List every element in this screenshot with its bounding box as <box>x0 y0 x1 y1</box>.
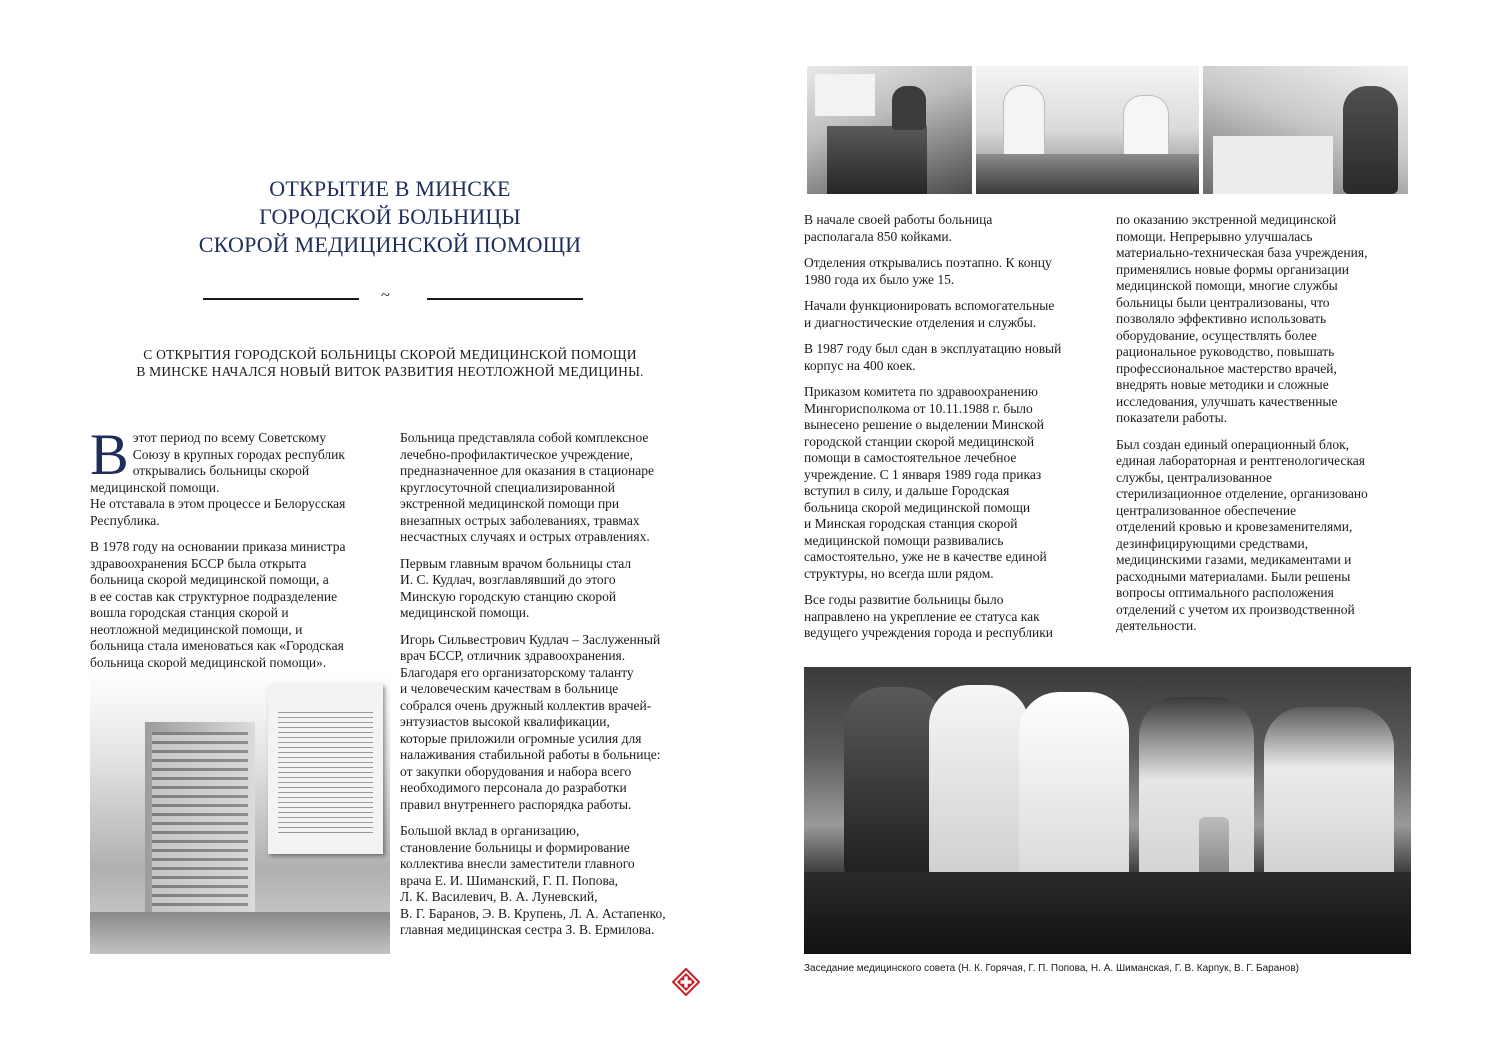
paragraph <box>804 255 1100 288</box>
text-line: Отделения открывались поэтапно. К концу <box>804 255 1052 270</box>
text-line: показатели работы. <box>1116 410 1228 425</box>
paragraph <box>804 384 1100 582</box>
text-line: Игорь Сильвестрович Кудлач – Заслуженный <box>400 631 661 647</box>
text-line: Все годы развитие больницы было <box>804 592 1004 607</box>
hospital-cross-logo-icon <box>672 968 700 996</box>
text-line: лечебно-профилактическое учреждение, <box>400 446 633 462</box>
text-column-2 <box>400 430 700 949</box>
divider-ornament: ~ <box>381 287 390 304</box>
text-line: круглосуточной специализированной <box>400 479 616 495</box>
text-line: больница скорой медицинской помощи, а <box>90 572 329 587</box>
person-5 <box>1264 707 1394 882</box>
text-line: здравоохранения БССР была открыта <box>90 555 307 571</box>
building-windows <box>152 732 248 912</box>
text-line: направлено на укрепление ее статуса как <box>804 608 1040 624</box>
text-line: В начале своей работы больница <box>804 212 993 227</box>
title-line: ОТКРЫТИЕ В МИНСКЕ <box>269 176 511 201</box>
text-line: больницы были централизованы, что <box>1116 294 1330 310</box>
text-line: предназначенное для оказания в стационаре <box>400 463 654 478</box>
person-2 <box>929 685 1029 880</box>
projection-screen <box>815 74 875 116</box>
text-line: которые приложили огромные усилия для <box>400 730 642 746</box>
text-line: несчастных случаях и острых отравлениях. <box>400 529 650 544</box>
text-line: городской станции скорой медицинской <box>804 433 1035 449</box>
text-line: оборудование, осуществлять более <box>1116 327 1317 343</box>
text-line: становление больницы и формирование <box>400 839 630 855</box>
title-line: ГОРОДСКОЙ БОЛЬНИЦЫ <box>259 204 521 229</box>
text-line: И. С. Кудлач, возглавлявший до этого <box>400 572 616 587</box>
text-line: медицинскими газами, медикаментами и <box>1116 552 1352 567</box>
text-line: деятельности. <box>1116 618 1197 633</box>
text-line: Благодаря его организаторскому таланту <box>400 664 634 680</box>
text-line: Был создан единый операционный блок, <box>1116 436 1350 452</box>
text-column-3 <box>804 212 1100 652</box>
text-line: необходимого персонала до разработки <box>400 780 627 795</box>
text-line: ведущего учреждения города и республики <box>804 625 1053 640</box>
text-line: применялись новые формы организации <box>1116 261 1349 277</box>
ward-patient-photo <box>1203 66 1408 194</box>
console-desk <box>976 154 1199 194</box>
text-line: Приказом комитета по здравоохранению <box>804 384 1038 399</box>
text-line: позволяло эффективно использовать <box>1116 311 1327 326</box>
text-line: В 1987 году был сдан в эксплуатацию новый <box>804 341 1062 356</box>
text-line: 1980 года их было уже 15. <box>804 271 955 287</box>
text-line: Мингорисполкома от 10.11.1988 г. было <box>804 400 1033 416</box>
paragraph <box>90 539 390 671</box>
text-line: больница стала именоваться как «Городская <box>90 638 344 653</box>
hospital-bed <box>1213 136 1333 194</box>
paragraph <box>804 592 1100 642</box>
text-line: врач БССР, отличник здравоохранения. <box>400 648 626 663</box>
lecturer-photo <box>807 66 972 194</box>
text-line: коллектива внесли заместители главного <box>400 856 635 871</box>
paragraph <box>804 212 1100 245</box>
text-line: исследования, улучшать качественные <box>1116 393 1338 409</box>
paragraph <box>400 823 700 939</box>
text-line: энтузиастов высокой квалификации, <box>400 714 610 729</box>
text-line: внедрять новые методики и сложные <box>1116 377 1329 392</box>
nurse-left <box>1004 86 1044 156</box>
text-line: Союзу в крупных городах республик <box>132 446 345 462</box>
text-line: отделений кровью и кровезаменителями, <box>1116 519 1353 534</box>
text-line: рациональное руководство, повышать <box>1116 344 1335 359</box>
text-line: профессиональное мастерство врачей, <box>1116 360 1337 376</box>
text-line: в ее состав как структурное подразделение <box>90 588 338 604</box>
paragraph <box>804 341 1100 374</box>
hospital-building-photo <box>90 672 390 954</box>
ground <box>90 912 390 954</box>
text-line: Больница представляла собой комплексное <box>400 430 649 445</box>
text-line: стерилизационное отделение, организовано <box>1116 486 1368 501</box>
article-title <box>130 175 650 259</box>
text-column-4 <box>1116 212 1416 645</box>
title-divider <box>203 287 583 308</box>
lead-paragraph <box>90 346 690 380</box>
text-line: и человеческим качествам в больнице <box>400 681 619 696</box>
text-line: Начали функционировать вспомогательные <box>804 298 1055 313</box>
text-line: врача Е. И. Шиманский, Г. П. Попова, <box>400 872 619 888</box>
text-column-1 <box>90 422 390 681</box>
text-line: вошла городская станция скорой и <box>90 605 289 620</box>
text-line: неотложной медицинской помощи, и <box>90 621 303 637</box>
lead-line: С ОТКРЫТИЯ ГОРОДСКОЙ БОЛЬНИЦЫ СКОРОЙ МЕДИЦИНСКОЙ ПОМОЩИ <box>143 347 637 362</box>
text-line: централизованное обеспечение <box>1116 502 1297 518</box>
text-line: правил внутреннего распорядка работы. <box>400 796 632 812</box>
podium <box>827 126 927 194</box>
text-line: дезинфицирующими средствами, <box>1116 535 1309 551</box>
text-line: налаживания стабильной работы в больнице: <box>400 747 661 762</box>
person-4 <box>1139 697 1254 882</box>
text-line: медицинской помощи. <box>400 605 530 620</box>
text-line: открывались больницы скорой <box>132 463 310 478</box>
text-line: самостоятельно, уже не в качестве единой <box>804 549 1047 564</box>
paragraph <box>90 422 390 529</box>
nurse-right <box>1124 96 1168 162</box>
text-line: Минскую городскую станцию скорой <box>400 588 617 604</box>
text-line: единая лабораторная и рентгенологическая <box>1116 453 1365 468</box>
text-line: корпус на 400 коек. <box>804 357 916 373</box>
paragraph <box>400 556 700 622</box>
paragraph <box>400 430 700 546</box>
text-line: от закупки оборудования и набора всего <box>400 763 632 779</box>
lead-line: В МИНСКЕ НАЧАЛСЯ НОВЫЙ ВИТОК РАЗВИТИЯ НЕОТЛОЖНОЙ МЕДИЦИНЫ. <box>136 364 644 379</box>
text-line: по оказанию экстренной медицинской <box>1116 212 1337 227</box>
text-line: больница скорой медицинской помощи <box>804 499 1031 515</box>
text-line: вступил в силу, и дальше Городская <box>804 483 1010 498</box>
text-line: вынесено решение о выделении Минской <box>804 417 1044 432</box>
text-line: Первым главным врачом больницы стал <box>400 555 632 571</box>
paragraph <box>1116 437 1416 635</box>
text-line: и Минская городская станция скорой <box>804 516 1018 531</box>
text-line: В. Г. Баранов, Э. В. Крупень, Л. А. Астапенко, <box>400 905 666 921</box>
text-line: медицинской помощи. <box>90 479 220 495</box>
text-line: службы, централизованное <box>1116 469 1273 485</box>
text-line: Республика. <box>90 512 160 528</box>
text-line: Л. К. Василевич, В. А. Луневский, <box>400 889 598 904</box>
text-line: материально-техническая база учреждения, <box>1116 245 1368 260</box>
title-line: СКОРОЙ МЕДИЦИНСКОЙ ПОМОЩИ <box>198 232 582 257</box>
text-line: помощи в самостоятельное лечебное <box>804 450 1017 465</box>
text-line: В 1978 году на основании приказа министра <box>90 539 346 554</box>
text-line: отделений с учетом их производственной <box>1116 601 1355 617</box>
text-line: этот период по всему Советскому <box>132 430 327 445</box>
visitor-woman <box>1343 86 1398 194</box>
text-line: внезапных острых заболеваниях, травмах <box>400 512 640 528</box>
text-line: главная медицинская сестра З. В. Ермилова. <box>400 922 655 937</box>
text-line: вопросы оптимального расположения <box>1116 585 1334 600</box>
divider-line-right <box>427 298 583 300</box>
text-line: Не отставала в этом процессе и Белорусская <box>90 496 346 511</box>
paragraph <box>804 298 1100 331</box>
text-line: и диагностические отделения и службы. <box>804 314 1037 330</box>
divider-line-left <box>203 298 359 300</box>
text-line: экстренной медицинской помощи при <box>400 496 620 511</box>
table-top <box>804 872 1411 954</box>
text-line: структуры, но всегда шли рядом. <box>804 565 994 581</box>
photo-caption: Заседание медицинского совета (Н. К. Горячая, Г. П. Попова, Н. А. Шиманская, Г. В. Карпук, В. Г. Баранов) <box>804 963 1299 974</box>
speaker <box>892 86 926 130</box>
dispatch-nurses-photo <box>976 66 1199 194</box>
text-line: помощи. Непрерывно улучшалась <box>1116 228 1313 244</box>
medical-council-photo <box>804 667 1411 954</box>
text-line: располагала 850 койками. <box>804 228 952 244</box>
paragraph <box>400 632 700 814</box>
text-line: расходными материалами. Были решены <box>1116 568 1351 584</box>
text-line: больница скорой медицинской помощи». <box>90 654 327 670</box>
text-line: Большой вклад в организацию, <box>400 823 580 838</box>
text-line: медицинской помощи развивались <box>804 532 1004 548</box>
person-3 <box>1019 692 1129 882</box>
text-line: медицинской помощи, многие службы <box>1116 278 1338 293</box>
drop-cap: В <box>90 422 129 487</box>
text-line: собрался очень дружный коллектив врачей- <box>400 697 652 713</box>
document-text <box>278 712 373 837</box>
paragraph <box>1116 212 1416 427</box>
text-line: учреждение. С 1 января 1989 года приказ <box>804 466 1042 482</box>
